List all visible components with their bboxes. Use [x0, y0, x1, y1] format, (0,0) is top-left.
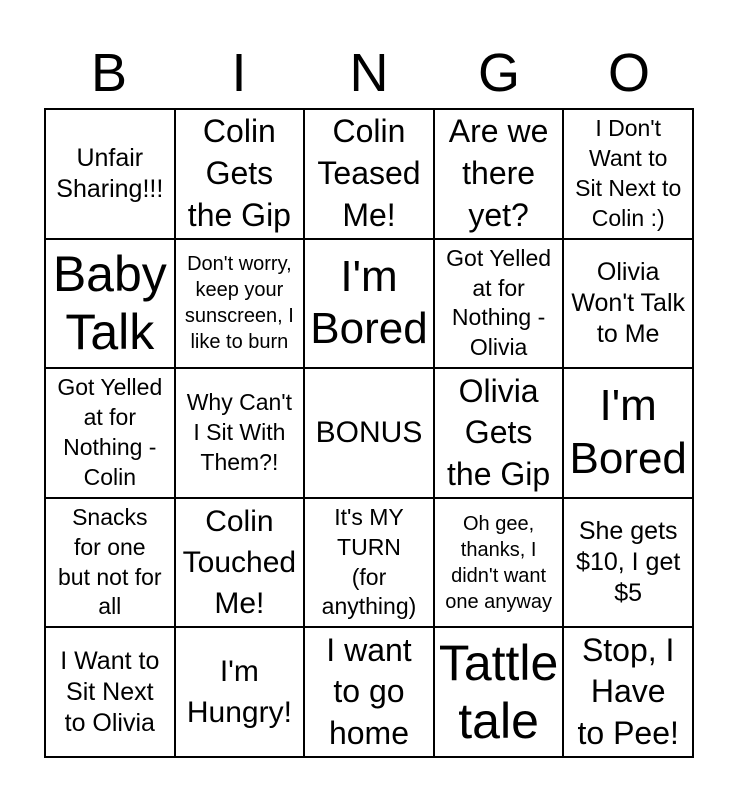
bingo-cell[interactable] — [46, 369, 176, 499]
bingo-cell[interactable] — [564, 110, 694, 240]
bingo-cell-bonus[interactable] — [305, 369, 435, 499]
bingo-cell[interactable] — [564, 628, 694, 758]
header-letter-i: I — [231, 43, 247, 103]
bingo-cell[interactable] — [435, 369, 565, 499]
cell-text: Colin Teased Me! — [317, 113, 421, 233]
bingo-cell[interactable] — [435, 628, 565, 758]
cell-text: Colin Gets the Gip — [187, 113, 291, 233]
cell-text: Tattle tale — [438, 635, 559, 750]
cell-text: Stop, I Have to Pee! — [577, 631, 679, 751]
cell-text: Are we there yet? — [448, 113, 549, 233]
bingo-board — [44, 108, 694, 758]
cell-text: I'm Hungry! — [186, 654, 292, 730]
bingo-cell[interactable] — [564, 369, 694, 499]
cell-text: I'm Bored — [310, 251, 428, 354]
bingo-cell[interactable] — [305, 240, 435, 370]
bingo-cell[interactable] — [46, 110, 176, 240]
bingo-cell[interactable] — [176, 110, 306, 240]
cell-text: Got Yelled at for Nothing - Olivia — [446, 244, 552, 361]
bingo-cell[interactable] — [435, 240, 565, 370]
bingo-cell[interactable] — [305, 499, 435, 629]
cell-text: I want to go home — [326, 631, 412, 751]
bingo-cell[interactable] — [46, 499, 176, 629]
cell-text: She gets $10, I get $5 — [576, 517, 681, 608]
bingo-cell[interactable] — [305, 628, 435, 758]
bingo-cell[interactable] — [46, 628, 176, 758]
bingo-cell[interactable] — [435, 110, 565, 240]
bingo-cell[interactable] — [564, 499, 694, 629]
cell-text: Olivia Won't Talk to Me — [571, 257, 685, 348]
bingo-cell[interactable] — [435, 499, 565, 629]
cell-text: It's MY TURN (for anything) — [321, 503, 417, 620]
cell-text: Why Can't I Sit With Them?! — [186, 389, 293, 475]
cell-text: I Want to Sit Next to Olivia — [60, 646, 160, 737]
header-letter-n: N — [349, 43, 389, 103]
cell-text: Colin Touched Me! — [182, 504, 297, 621]
header-letter-b: B — [90, 43, 128, 103]
cell-text: Baby Talk — [52, 246, 167, 361]
cell-text: Olivia Gets the Gip — [447, 372, 551, 492]
bingo-cell[interactable] — [176, 499, 306, 629]
header-letter-g: G — [477, 43, 520, 103]
bingo-cell[interactable] — [176, 628, 306, 758]
bingo-cell[interactable] — [46, 240, 176, 370]
bingo-cell[interactable] — [305, 110, 435, 240]
cell-text: Don't worry, keep your sunscreen, I like to burn — [184, 253, 294, 354]
cell-text: Oh gee, thanks, I didn't want one anyway — [445, 512, 552, 613]
bingo-header — [44, 40, 694, 106]
bonus-label: BONUS — [315, 416, 423, 450]
cell-text: I Don't Want to Sit Next to Colin :) — [575, 115, 682, 231]
cell-text: Snacks for one but not for all — [58, 503, 162, 620]
cell-text: I'm Bored — [569, 381, 687, 483]
cell-text: Unfair Sharing!!! — [56, 143, 164, 203]
bingo-cell[interactable] — [176, 369, 306, 499]
bingo-cell[interactable] — [564, 240, 694, 370]
bingo-cell[interactable] — [176, 240, 306, 370]
header-letter-o: O — [607, 43, 650, 103]
cell-text: Got Yelled at for Nothing - Colin — [57, 374, 163, 490]
